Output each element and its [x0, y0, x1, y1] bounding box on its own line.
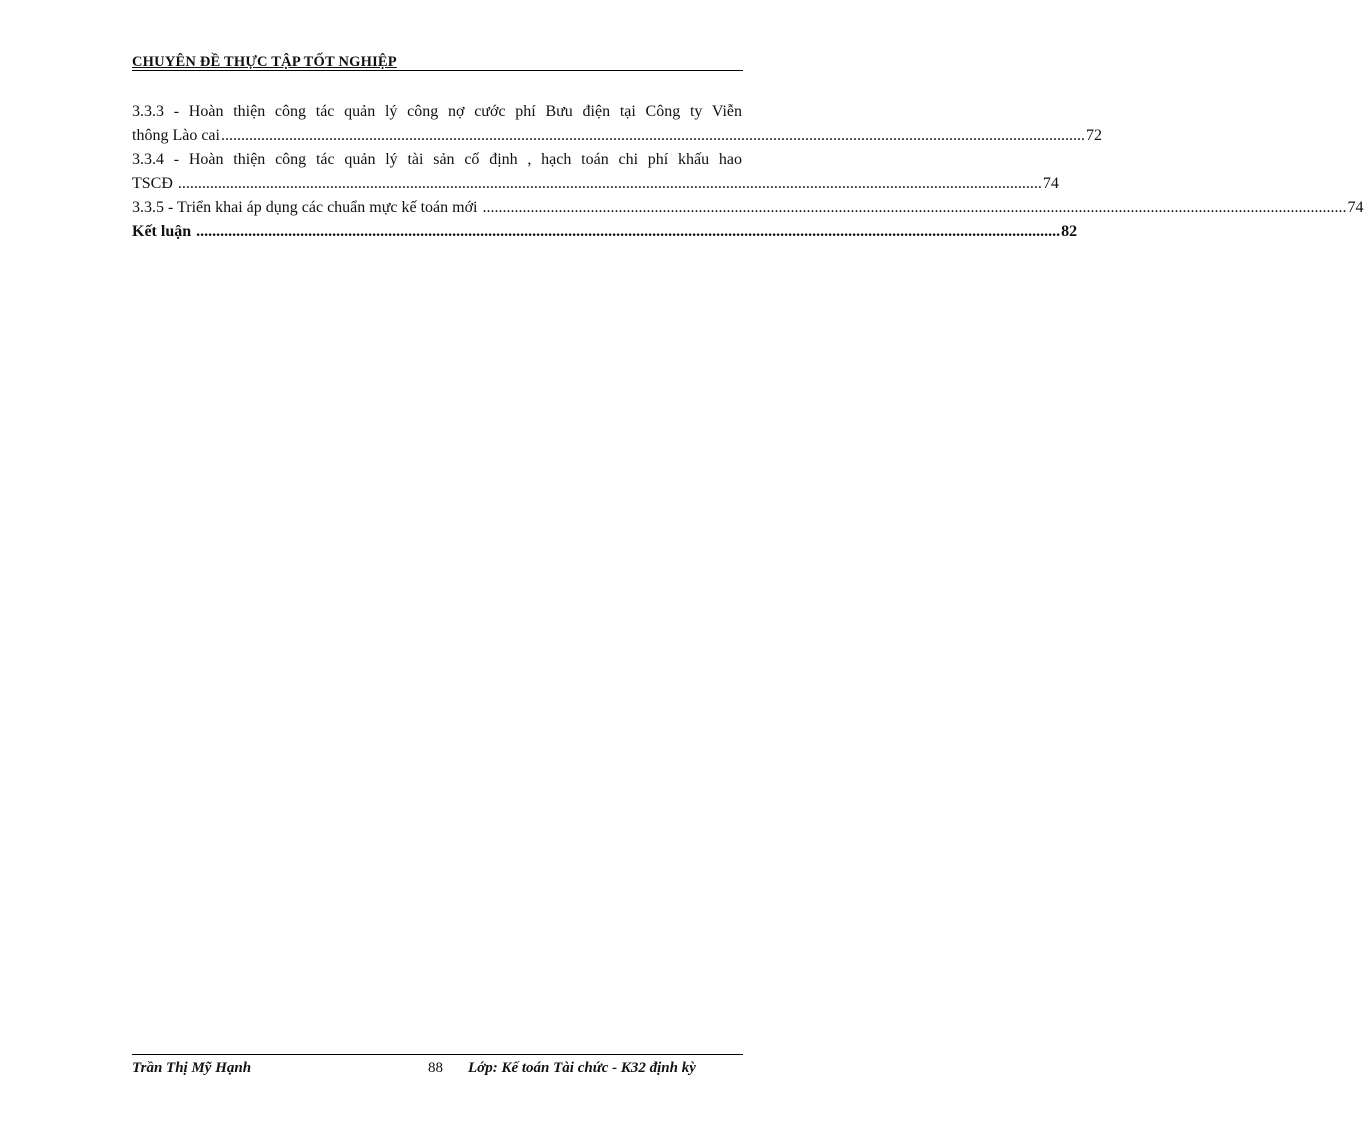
toc-entry-3-3-3[interactable]	[132, 100, 1102, 148]
header-title: CHUYÊN ĐỀ THỰC TẬP TỐT NGHIỆP	[132, 54, 397, 70]
dot-leader: ........................................................................................................................................................................................................................	[173, 175, 1042, 192]
toc-entry-line2: TSCĐ	[132, 175, 173, 192]
dot-leader: ........................................................................................................................................................................................................................	[192, 223, 1061, 240]
toc-entry-conclusion[interactable]	[132, 220, 1078, 244]
toc-entry-line1: 3.3.3 - Hoàn thiện công tác quản lý công nợ cước phí Bưu điện tại Công ty Viễn	[132, 103, 742, 120]
toc-entry-3-3-4[interactable]	[132, 148, 1059, 196]
toc-page-number: 74	[1347, 199, 1364, 216]
footer-class-info: Lớp: Kế toán Tài chức - K32 định kỳ	[468, 1060, 696, 1076]
toc-page-number: 74	[1042, 175, 1059, 192]
toc-entry-leader-line	[132, 220, 1078, 244]
toc-entry-line1: 3.3.4 - Hoàn thiện công tác quản lý tài sản cố định , hạch toán chi phí khấu hao	[132, 151, 742, 168]
dot-leader: ........................................................................................................................................................................................................................	[220, 127, 1085, 144]
page-header	[132, 54, 743, 71]
footer-author: Trần Thị Mỹ Hạnh	[132, 1060, 252, 1076]
toc-page-number: 72	[1085, 127, 1102, 144]
toc-page-number: 82	[1061, 223, 1078, 240]
toc-entry-line2: thông Lào cai	[132, 127, 220, 144]
toc-entry-leader-line	[132, 172, 1059, 196]
toc-entry-leader-line	[132, 124, 1102, 148]
page-footer	[132, 1054, 743, 1075]
toc-entry-text: Kết luận	[132, 223, 192, 240]
table-of-contents	[132, 100, 1364, 244]
dot-leader: ........................................................................................................................................................................................................................	[478, 199, 1347, 216]
toc-entry-leader-line	[132, 196, 1364, 220]
footer-page-number: 88	[428, 1060, 443, 1076]
toc-entry-text: 3.3.5 - Triển khai áp dụng các chuẩn mực kế toán mới	[132, 199, 478, 216]
toc-entry-3-3-5[interactable]	[132, 196, 1364, 220]
